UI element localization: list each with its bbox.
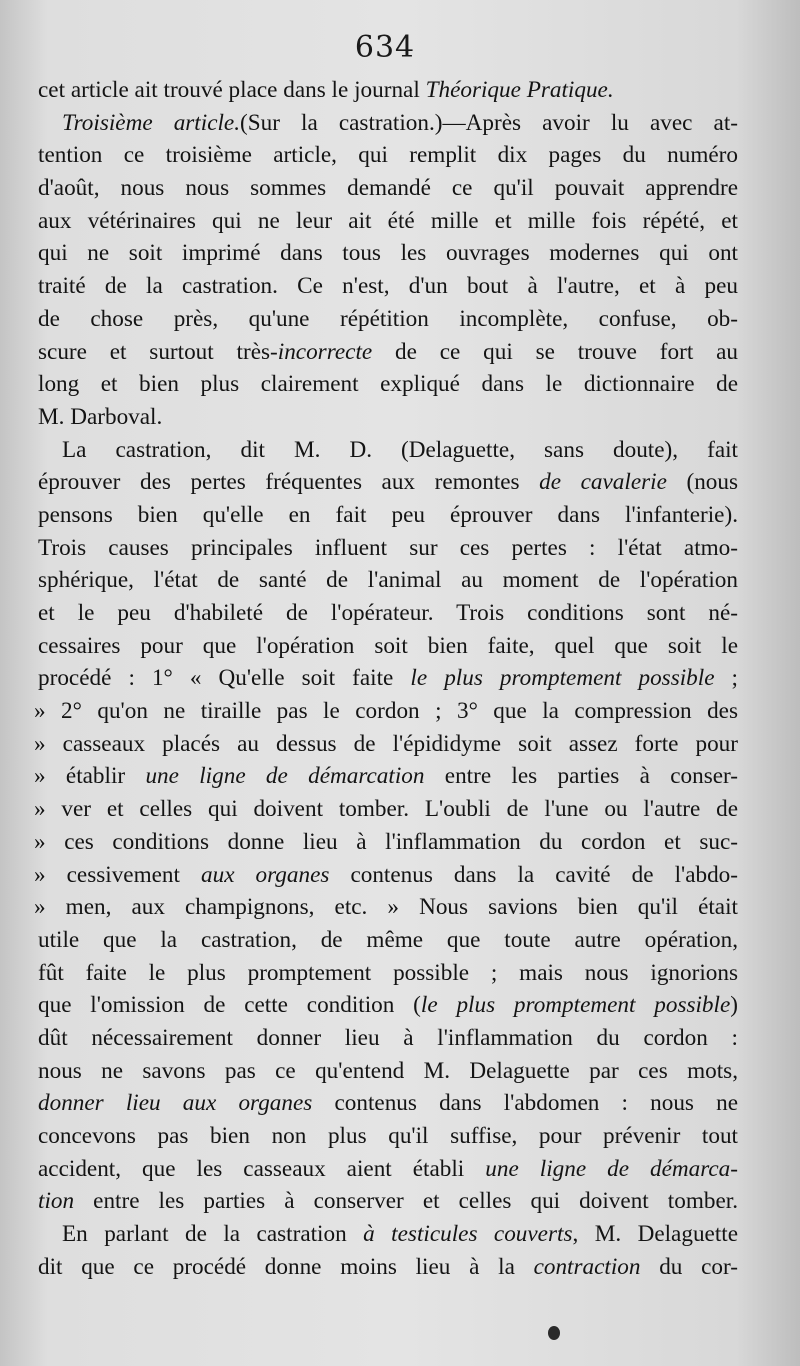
text-run: La castration, dit M. D. (Delaguette, sans doute), fait: [62, 436, 738, 463]
text-run: éprouver des pertes fréquentes aux remontes: [38, 469, 540, 496]
italic-text-run: incorrecte: [277, 338, 373, 365]
text-run: entre les parties à conser-: [424, 763, 738, 790]
text-run: entre les parties à conserver et celles qui doivent tomber.: [74, 1188, 738, 1215]
text-run: Trois causes principales influent sur ces pertes : l'état atmo-: [38, 534, 738, 561]
text-line: [38, 466, 738, 499]
italic-text-run: le plus promptement possible: [410, 665, 715, 692]
text-line: [34, 859, 738, 892]
italic-text-run: contraction: [533, 1253, 641, 1280]
text-run: En parlant de la castration: [62, 1221, 364, 1248]
text-run: du cor-: [640, 1253, 738, 1280]
text-run: accident, que les casseaux aient établi: [38, 1155, 486, 1182]
text-line: [34, 793, 738, 826]
text-line: [38, 1087, 738, 1120]
text-run: concevons pas bien non plus qu'il suffise, pour prévenir tout: [38, 1123, 738, 1149]
text-line: [38, 368, 738, 401]
text-run: procédé : 1° « Qu'elle soit faite: [38, 665, 411, 692]
text-run: utile que la castration, de même que toute autre opération,: [38, 926, 738, 953]
text-run: cet article ait trouvé place dans le journal: [38, 77, 426, 103]
text-run: traité de la castration. Ce n'est, d'un bout à l'autre, et à peu: [38, 273, 738, 300]
text-run: dit que ce procédé donne moins lieu à la: [38, 1253, 534, 1280]
text-line: [38, 139, 738, 172]
text-line: [38, 401, 738, 434]
text-line: [38, 989, 738, 1022]
text-line: [38, 172, 738, 205]
text-line: [38, 597, 738, 630]
text-line: [38, 1218, 738, 1251]
text-run: qui ne soit imprimé dans tous les ouvrages modernes qui ont: [38, 240, 738, 267]
page-number: 634: [354, 30, 416, 65]
text-line: [38, 237, 738, 270]
body-text: [34, 74, 739, 1283]
text-line: [38, 662, 738, 695]
italic-text-run: à testicules couverts: [363, 1221, 573, 1248]
text-line: [38, 1185, 738, 1218]
text-run: » cessivement: [34, 861, 202, 888]
text-run: M. Darboval.: [38, 403, 163, 430]
text-run: sphérique, l'état de santé de l'animal au moment de l'opération: [38, 567, 738, 594]
text-line: [38, 564, 738, 597]
text-run: » 2° qu'on ne tiraille pas le cordon ; 3° que la compression des: [34, 698, 738, 725]
text-line: [38, 107, 738, 140]
text-run: ;: [714, 665, 738, 692]
text-line: [38, 205, 738, 238]
italic-text-run: une ligne de démarca-: [485, 1155, 738, 1182]
text-line: [38, 1022, 738, 1055]
text-line: [38, 1153, 738, 1186]
text-line: [38, 957, 738, 990]
text-run: dût nécessairement donner lieu à l'inflammation du cordon :: [38, 1024, 738, 1051]
text-line: [34, 826, 738, 859]
text-line: [38, 630, 738, 663]
italic-text-run: donner lieu aux organes: [38, 1090, 313, 1117]
text-run: de chose près, qu'une répétition incomplète, confuse, ob-: [38, 305, 738, 332]
text-run: cessaires pour que l'opération soit bien faite, quel que soit le: [38, 632, 738, 659]
text-line: [38, 1055, 738, 1088]
text-line: [38, 924, 738, 957]
text-run: scure et surtout très-: [38, 338, 278, 365]
italic-text-run: aux organes: [201, 861, 330, 888]
italic-text-run: une ligne de démarcation: [145, 763, 425, 790]
text-run: contenus dans l'abdomen : nous ne: [312, 1090, 738, 1117]
text-run: » établir: [34, 763, 146, 790]
text-line: [38, 270, 738, 303]
italic-text-run: Troisième article.: [62, 109, 241, 136]
text-run: nous ne savons pas ce qu'entend M. Delaguette par ces mots,: [38, 1057, 738, 1084]
text-line: [38, 303, 738, 336]
text-run: » men, aux champignons, etc. » Nous savions bien qu'il était: [34, 894, 738, 921]
italic-text-run: Théorique Pratique.: [425, 77, 614, 103]
text-run: contenus dans la cavité de l'abdo-: [329, 861, 738, 888]
italic-text-run: tion: [38, 1188, 75, 1215]
text-line: [38, 434, 738, 467]
text-run: ): [730, 992, 738, 1019]
text-run: d'août, nous nous sommes demandé ce qu'il pouvait apprendre: [38, 175, 738, 202]
text-run: (nous: [666, 469, 739, 496]
text-run: , M. Delaguette: [572, 1221, 739, 1248]
text-run: fût faite le plus promptement possible ; mais nous ignorions: [38, 959, 738, 986]
text-run: » casseaux placés au dessus de l'épididyme soit assez forte pour: [34, 730, 738, 757]
text-line: [38, 532, 738, 565]
text-line: [34, 891, 738, 924]
text-line: [38, 1251, 738, 1284]
text-line: [34, 760, 738, 793]
italic-text-run: de cavalerie: [539, 469, 667, 496]
text-line: [38, 1120, 738, 1153]
text-run: de ce qui se trouve fort au: [372, 338, 738, 365]
ink-smudge: [548, 1326, 560, 1340]
text-run: pensons bien qu'elle en fait peu éprouver dans l'infanterie).: [38, 501, 738, 528]
text-run: tention ce troisième article, qui remplit dix pages du numéro: [38, 142, 738, 169]
text-line: [34, 695, 738, 728]
text-line: [34, 728, 738, 761]
text-run: » ces conditions donne lieu à l'inflammation du cordon et suc-: [34, 828, 738, 855]
text-line: [38, 74, 738, 107]
text-run: aux vétérinaires qui ne leur ait été mille et mille fois répété, et: [38, 207, 738, 234]
italic-text-run: le plus promptement possible: [420, 992, 731, 1019]
text-run: » ver et celles qui doivent tomber. L'oubli de l'une ou l'autre de: [34, 796, 738, 823]
text-run: et le peu d'habileté de l'opérateur. Trois conditions sont né-: [38, 600, 738, 626]
text-line: [38, 499, 738, 532]
text-run: que l'omission de cette condition (: [38, 992, 421, 1019]
text-run: long et bien plus clairement expliqué dans le dictionnaire de: [38, 371, 738, 398]
text-line: [38, 336, 738, 369]
text-run: (Sur la castration.)—Après avoir lu avec at-: [240, 109, 738, 136]
